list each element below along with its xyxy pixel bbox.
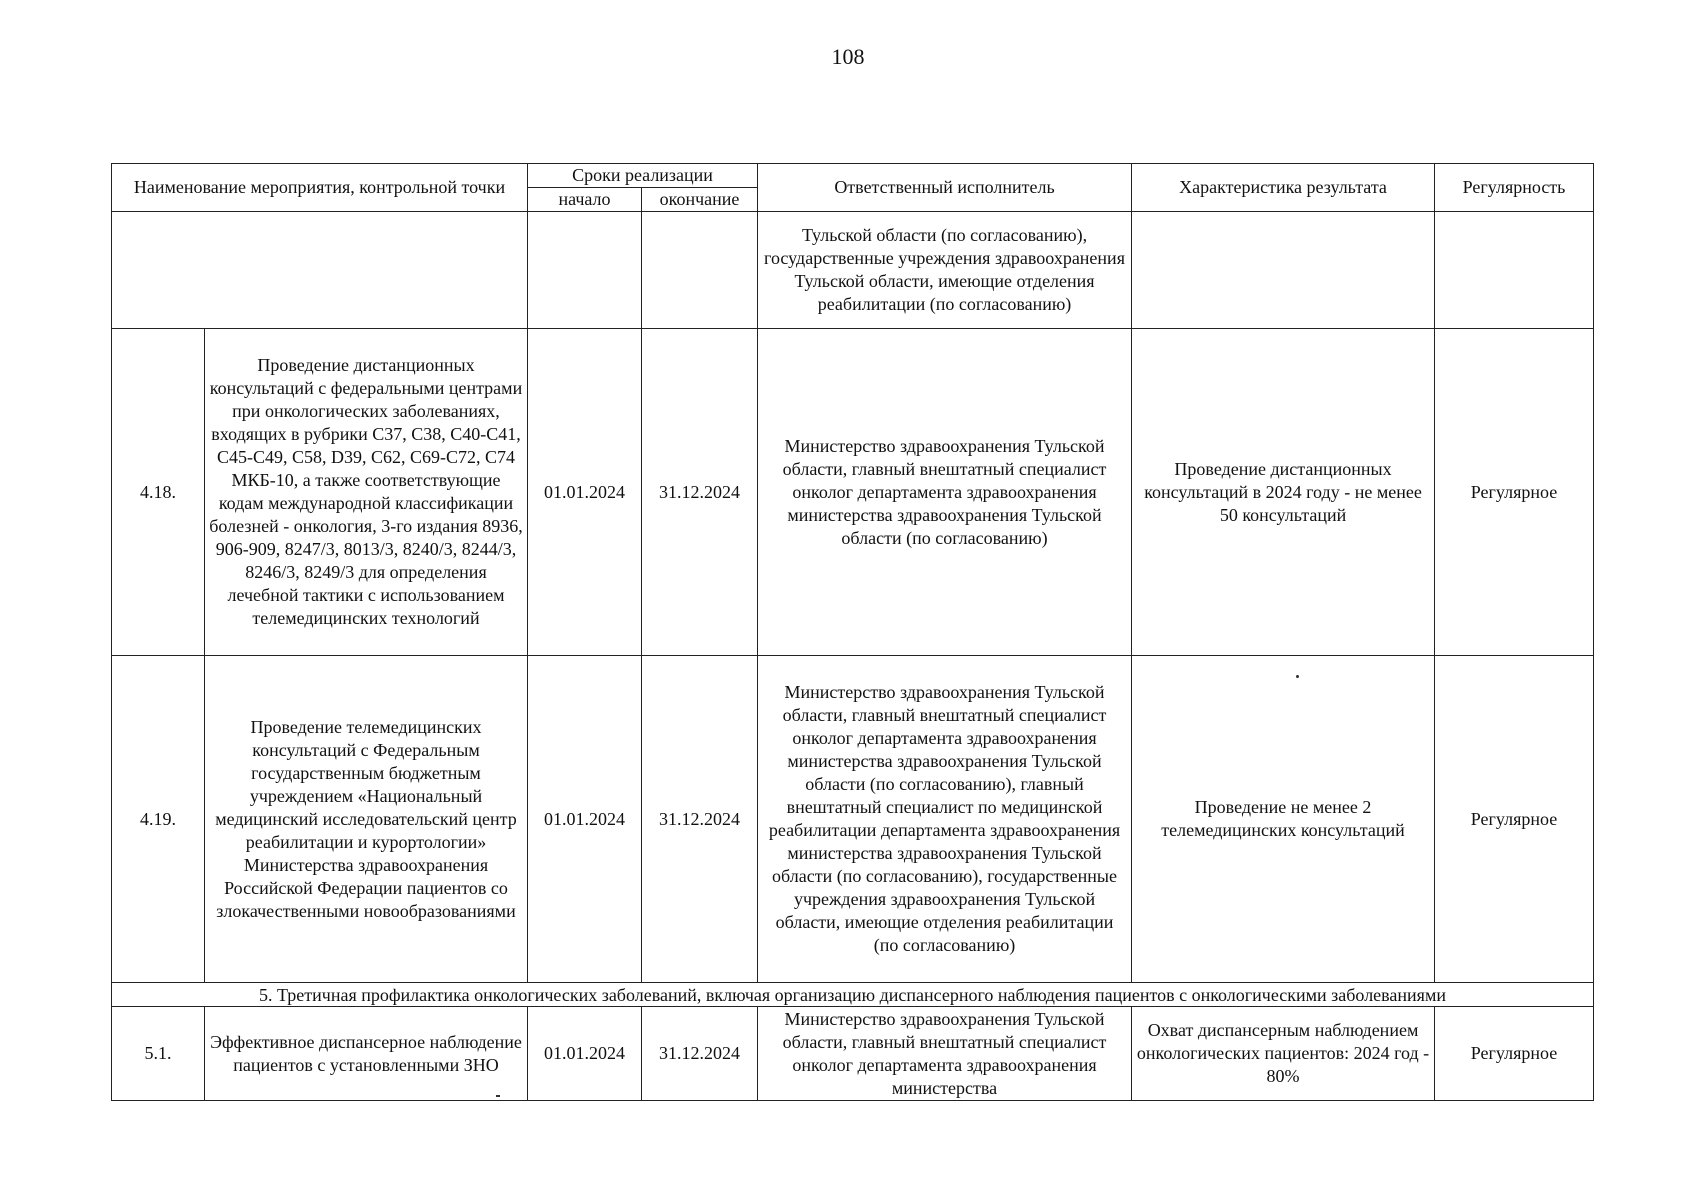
end-date: 31.12.2024	[642, 1007, 758, 1101]
header-terms: Сроки реализации	[528, 164, 758, 188]
continuation-start-cell	[528, 212, 642, 329]
header-start: начало	[528, 188, 642, 212]
continuation-result-cell	[1132, 212, 1435, 329]
responsible-executor: Министерство здравоохранения Тульской области, главный внештатный специалист онколог департамента здравоохранения министерства здравоохранения Тульской области (по согласованию), главный внештатный специалист по медицинской реабилитации департамента здравоохранения министерства здравоохранения Тульской области (по согласованию), государственные учреждения здравоохранения Тульской области, имеющие отделения реабилитации (по согласованию)	[758, 656, 1132, 983]
start-date: 01.01.2024	[528, 656, 642, 983]
start-date: 01.01.2024	[528, 1007, 642, 1101]
row-number: 4.18.	[112, 329, 205, 656]
responsible-executor: Министерство здравоохранения Тульской области, главный внештатный специалист онколог департамента здравоохранения министерства здравоохранения Тульской области (по согласованию)	[758, 329, 1132, 656]
table-row-continuation	[112, 212, 1594, 329]
header-name: Наименование мероприятия, контрольной точки	[112, 164, 528, 212]
stray-dot	[1296, 675, 1299, 678]
activity-name: Проведение дистанционных консультаций с федеральными центрами при онкологических заболеваниях, входящих в рубрики C37, C38, C40-C41, C45-C49, C58, D39, C62, C69-C72, C74 МКБ-10, а также соответствующие кодам международной классификации болезней - онкология, 3-го издания 8936, 906-909, 8247/3, 8013/3, 8240/3, 8244/3, 8246/3, 8249/3 для определения лечебной тактики с использованием телемедицинских технологий	[205, 329, 528, 656]
row-number: 4.19.	[112, 656, 205, 983]
header-result: Характеристика результата	[1132, 164, 1435, 212]
activity-name: Эффективное диспансерное наблюдение пациентов с установленными ЗНО	[205, 1007, 528, 1101]
header-regularity: Регулярность	[1435, 164, 1594, 212]
section-row	[112, 983, 1594, 1007]
page-number: 108	[831, 44, 865, 69]
section-title: 5. Третичная профилактика онкологических заболеваний, включая организацию диспансерного наблюдения пациентов с онкологическими заболеваниями	[112, 983, 1594, 1007]
end-date: 31.12.2024	[642, 329, 758, 656]
header-end: окончание	[642, 188, 758, 212]
stray-tick	[496, 1095, 500, 1097]
start-date: 01.01.2024	[528, 329, 642, 656]
activities-table	[111, 163, 1594, 1101]
result-characteristic: Проведение не менее 2 телемедицинских консультаций	[1132, 656, 1435, 983]
continuation-responsible: Тульской области (по согласованию), государственные учреждения здравоохранения Тульской области, имеющие отделения реабилитации (по согласованию)	[758, 212, 1132, 329]
continuation-end-cell	[642, 212, 758, 329]
end-date: 31.12.2024	[642, 656, 758, 983]
regularity: Регулярное	[1435, 1007, 1594, 1101]
header-responsible: Ответственный исполнитель	[758, 164, 1132, 212]
table-row	[112, 656, 1594, 983]
table-row	[112, 1007, 1594, 1101]
table-row	[112, 329, 1594, 656]
continuation-name-cell	[112, 212, 528, 329]
result-characteristic: Охват диспансерным наблюдением онкологических пациентов: 2024 год - 80%	[1132, 1007, 1435, 1101]
regularity: Регулярное	[1435, 656, 1594, 983]
result-characteristic: Проведение дистанционных консультаций в 2024 году - не менее 50 консультаций	[1132, 329, 1435, 656]
row-number: 5.1.	[112, 1007, 205, 1101]
continuation-regularity-cell	[1435, 212, 1594, 329]
responsible-executor: Министерство здравоохранения Тульской области, главный внештатный специалист онколог департамента здравоохранения министерства	[758, 1007, 1132, 1101]
activity-name: Проведение телемедицинских консультаций с Федеральным государственным бюджетным учреждением «Национальный медицинский исследовательский центр реабилитации и курортологии» Министерства здравоохранения Российской Федерации пациентов со злокачественными новообразованиями	[205, 656, 528, 983]
regularity: Регулярное	[1435, 329, 1594, 656]
